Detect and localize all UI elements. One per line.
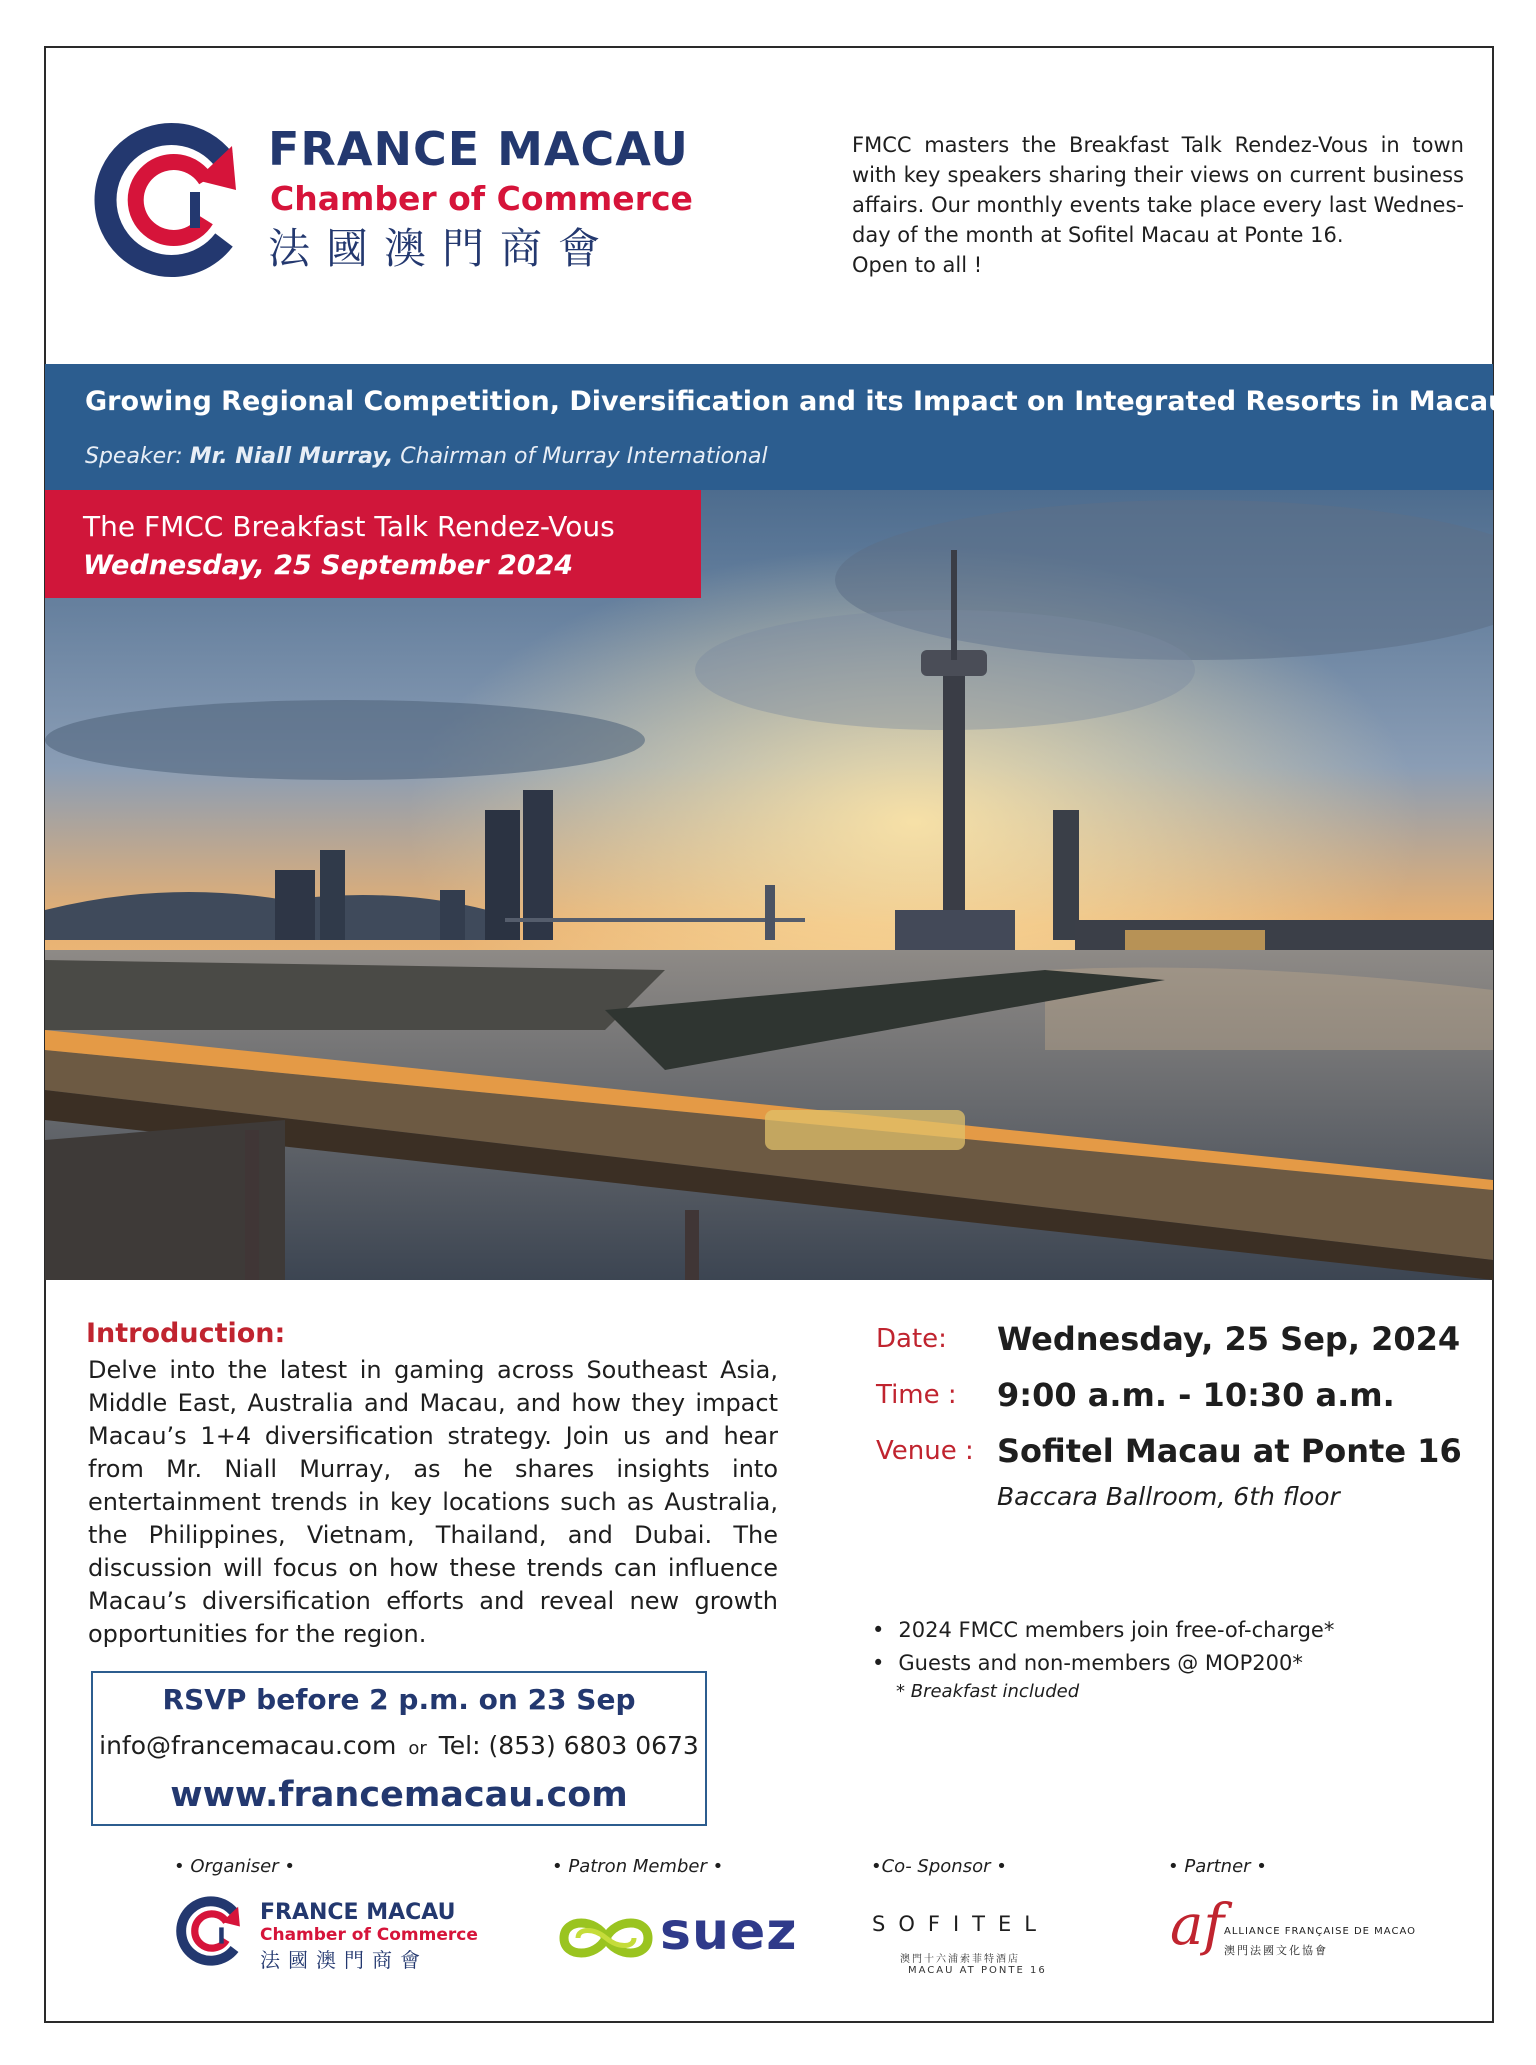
rsvp-box	[91, 1671, 707, 1826]
organiser-chinese: 法國澳門商會	[260, 1948, 428, 1972]
pricing-note: * Breakfast included	[896, 1681, 1080, 1702]
rsvp-phone[interactable]: Tel: (853) 6803 0673	[438, 1731, 699, 1760]
alliance-francaise-logo-icon: af	[1170, 1893, 1225, 1958]
venue-room: Baccara Ballroom, 6th floor	[997, 1482, 1340, 1511]
partner-label: • Partner •	[1168, 1856, 1267, 1877]
rsvp-email-link[interactable]: info@francemacau.com	[99, 1731, 397, 1760]
time-label: Time :	[876, 1380, 957, 1410]
org-name: FRANCE MACAU	[268, 122, 689, 176]
venue-value: Sofitel Macau at Ponte 16	[997, 1432, 1462, 1470]
pricing-item-guests: • Guests and non-members @ MOP200*	[872, 1647, 1334, 1680]
rsvp-deadline: RSVP before 2 p.m. on 23 Sep	[162, 1683, 636, 1716]
organiser-label: • Organiser •	[174, 1856, 295, 1877]
suez-logo-icon	[556, 1910, 656, 1966]
organiser-name: FRANCE MACAU	[260, 1900, 456, 1925]
macau-skyline-photo	[45, 490, 1493, 1280]
org-subtitle: Chamber of Commerce	[270, 179, 693, 218]
cosponsor-chinese: 澳門十六浦索菲特酒店	[900, 1954, 1020, 1965]
rsvp-contacts	[93, 1731, 705, 1760]
venue-label: Venue :	[876, 1436, 974, 1466]
open-note: Open to all !	[852, 253, 983, 277]
rsvp-or: or	[408, 1738, 427, 1759]
series-date: Wednesday, 25 September 2024	[83, 550, 574, 581]
cosponsor-label: •Co- Sponsor •	[871, 1856, 1007, 1877]
fmcc-logo-icon	[94, 120, 254, 280]
title-banner	[45, 364, 1508, 490]
partner-chinese: 澳門法國文化協會	[1224, 1944, 1328, 1957]
event-series-tag	[45, 490, 701, 598]
organiser-logo-icon	[176, 1895, 248, 1967]
patron-label: • Patron Member •	[552, 1856, 724, 1877]
description-text: FMCC masters the Breakfast Talk Rendez-Vous in town with key speakers sharing their views on current business affairs. Our monthly events take place every last Wednes-day of the month at Sofitel Macau at Ponte 16.	[852, 133, 1464, 247]
organiser-subtitle: Chamber of Commerce	[260, 1925, 478, 1945]
date-label: Date:	[876, 1324, 947, 1354]
pricing-item-members: • 2024 FMCC members join free-of-charge*	[872, 1614, 1334, 1647]
cosponsor-name: SOFITEL	[872, 1912, 1049, 1936]
speaker-prefix: Speaker:	[85, 444, 183, 469]
pricing-list	[872, 1614, 1334, 1704]
date-value: Wednesday, 25 Sep, 2024	[997, 1320, 1461, 1358]
rsvp-website-link[interactable]: www.francemacau.com	[170, 1775, 628, 1815]
speaker-name: Mr. Niall Murray,	[189, 444, 394, 469]
series-name: The FMCC Breakfast Talk Rendez-Vous	[83, 510, 615, 543]
header-description	[852, 130, 1464, 280]
cosponsor-subtitle: MACAU AT PONTE 16	[908, 1965, 1047, 1976]
talk-title: Growing Regional Competition, Diversification and its Impact on Integrated Resorts in Macau	[85, 386, 1508, 417]
speaker-line	[85, 444, 768, 469]
introduction-body: Delve into the latest in gaming across Southeast Asia, Middle East, Australia and Macau, and how they impact Macau’s 1+4 diversification strategy. Join us and hear from Mr. Niall Murray, as he shares insights into entertainment trends in key locations such as Australia, the Philippines, Vietnam, Thailand, and Dubai. The discussion will focus on how these trends can influence Macau’s diversification efforts and reveal new growth opportunities for the region.	[88, 1356, 778, 1648]
org-chinese-name: 法國澳門商會	[268, 224, 617, 273]
patron-name: suez	[660, 1902, 798, 1962]
speaker-role: Chairman of Murray International	[400, 444, 768, 469]
partner-name: ALLIANCE FRANÇAISE DE MACAO	[1224, 1926, 1416, 1937]
introduction-heading: Introduction:	[86, 1318, 286, 1349]
time-value: 9:00 a.m. - 10:30 a.m.	[997, 1376, 1395, 1414]
